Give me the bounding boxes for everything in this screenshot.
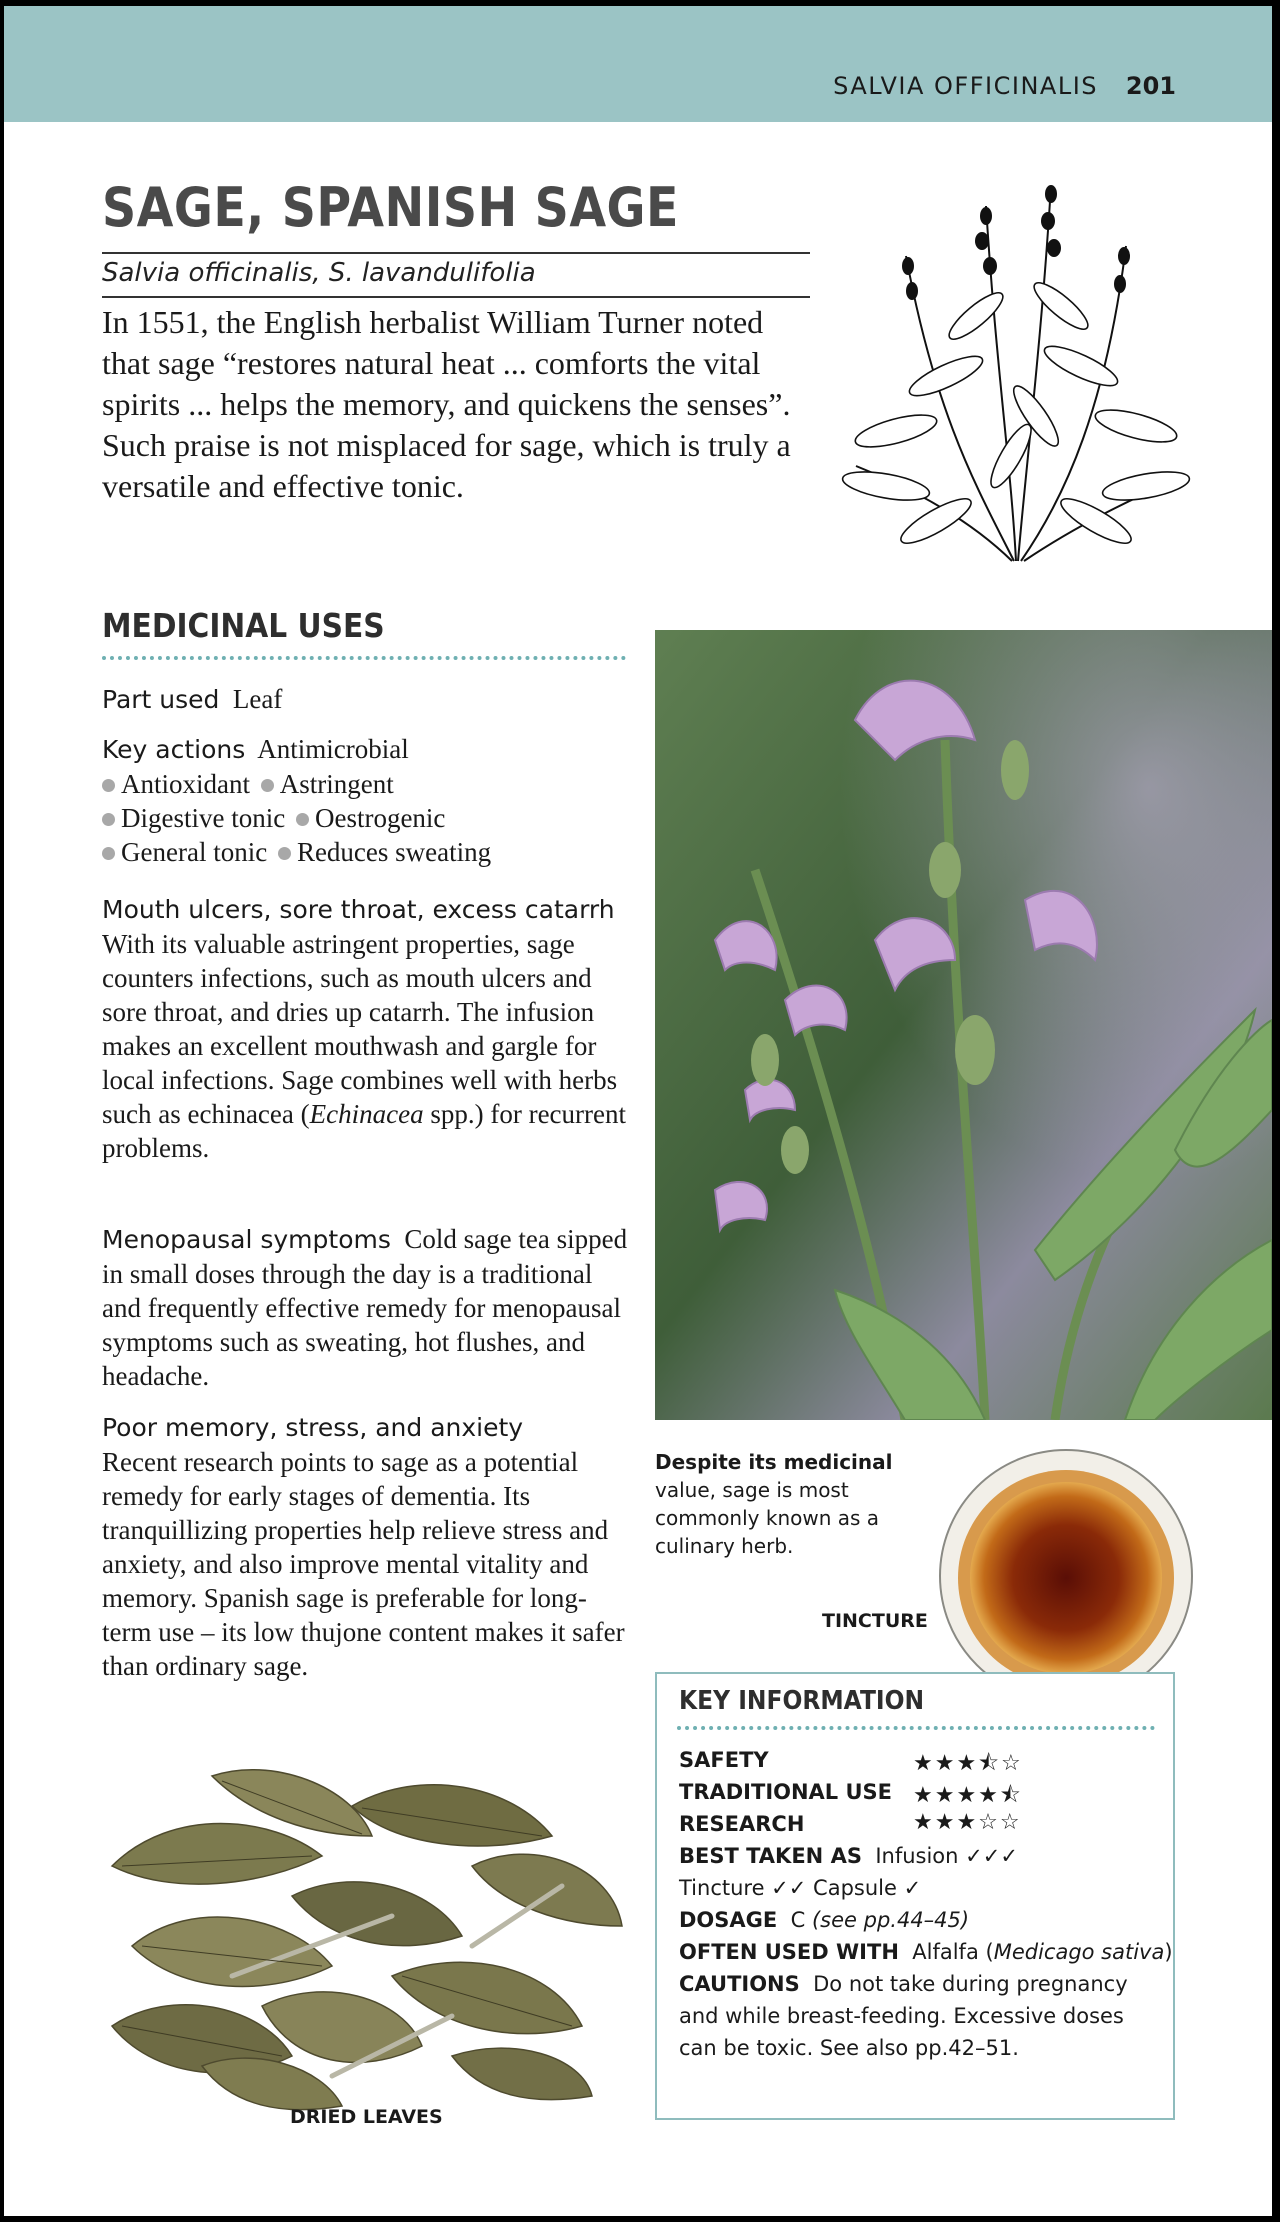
best-taken-infusion: Infusion ✓✓✓ (875, 1844, 1018, 1868)
caption-bold: Despite its medicinal (655, 1450, 893, 1474)
caption-text: value, sage is most commonly known as a culinary herb. (655, 1478, 880, 1558)
best-taken-row (679, 1844, 1018, 1868)
key-action: Oestrogenic (314, 803, 446, 833)
cautions-label: CAUTIONS (679, 1972, 800, 1996)
dried-leaves-label: DRIED LEAVES (290, 2106, 443, 2128)
section-label: Poor memory, stress, and anxiety (102, 1413, 524, 1442)
intro-paragraph: In 1551, the English herbalist William Turner noted that sage “restores natural heat ... comforts the vital spirits ... helps the memory, and quickens the senses”. Such praise is not misplaced for sage, which is truly a versatile and effective tonic. (102, 304, 791, 504)
research-stars: ★★★☆☆ (913, 1810, 1022, 1835)
safety-row (679, 1748, 769, 1772)
key-action: Astringent (279, 769, 394, 799)
often-used-italic: Medicago sativa (993, 1940, 1165, 1964)
latin-rule (102, 296, 810, 298)
memory-section (102, 1410, 632, 1683)
medicinal-uses-heading: MEDICINAL USES (102, 606, 385, 645)
best-taken-label: BEST TAKEN AS (679, 1844, 862, 1868)
bullet (278, 847, 291, 860)
often-used-row (679, 1940, 1173, 1964)
best-taken-other: Tincture ✓✓ Capsule ✓ (679, 1876, 922, 1900)
title-rule (102, 252, 810, 254)
menopausal-section (102, 1222, 632, 1393)
key-action: General tonic (121, 837, 268, 867)
key-information-box (655, 1672, 1175, 2120)
mouth-ulcers-section (102, 892, 632, 1165)
bullet (261, 779, 274, 792)
key-action: Antioxidant (121, 769, 250, 799)
dosage-row (679, 1908, 969, 1932)
bullet (102, 847, 115, 860)
section-label: Mouth ulcers, sore throat, excess catarrh (102, 895, 615, 924)
dosage-ref: (see pp.44–45) (811, 1908, 970, 1932)
part-used-label: Part used (102, 685, 220, 714)
often-used-value: Alfalfa ( (912, 1940, 994, 1964)
cautions-row (679, 1972, 1128, 1996)
bullet (102, 813, 115, 826)
dotted-divider (102, 656, 626, 660)
part-used-value: Leaf (232, 684, 283, 714)
page-header-band (4, 6, 1272, 122)
cautions-text: Do not take during pregnancy (813, 1972, 1128, 1996)
key-action: Digestive tonic (121, 803, 286, 833)
dotted-divider (677, 1726, 1155, 1730)
safety-stars: ★★★⯪☆ (913, 1751, 1023, 1776)
sage-line-drawing (826, 166, 1206, 566)
key-action: Antimicrobial (257, 734, 409, 764)
research-label: RESEARCH (679, 1812, 805, 1836)
cautions-text: and while breast-feeding. Excessive doses (679, 2004, 1124, 2028)
cautions-text: can be toxic. See also pp.42–51. (679, 2036, 1019, 2060)
bullet (296, 813, 309, 826)
key-action: Reduces sweating (296, 837, 492, 867)
sage-flower-photo (655, 630, 1272, 1420)
section-label: Menopausal symptoms (102, 1225, 391, 1254)
running-title: SALVIA OFFICINALIS (833, 72, 1098, 100)
traditional-use-row (679, 1780, 892, 1804)
photo-caption (655, 1448, 895, 1560)
section-text: With its valuable astringent properties, sage counters infections, such as mouth ulcers and sore throat, and dries up catarrh. The infusion makes an excellent mouthwash and gargle for local infections. Sage combines well with herbs such as echinacea ( (102, 929, 618, 1129)
section-italic: Echinacea (309, 1099, 424, 1129)
dosage-label: DOSAGE (679, 1908, 778, 1932)
often-used-label: OFTEN USED WITH (679, 1940, 899, 1964)
part-used (102, 682, 632, 717)
traditional-use-stars: ★★★★⯪ (913, 1783, 1023, 1808)
latin-names: Salvia officinalis, S. lavandulifolia (102, 258, 536, 288)
key-actions (102, 732, 632, 869)
tincture-label: TINCTURE (822, 1610, 928, 1632)
traditional-use-label: TRADITIONAL USE (679, 1780, 893, 1804)
research-row (679, 1812, 804, 1836)
dosage-value: C (790, 1908, 806, 1932)
section-text: Cold sage tea sipped in small doses through the day is a traditional and frequently effective remedy for menopausal symptoms such as sweating, hot flushes, and headache. (102, 1224, 628, 1391)
key-actions-label: Key actions (102, 735, 246, 764)
page-number: 201 (1125, 72, 1176, 100)
bullet (102, 779, 115, 792)
section-text-end: spp.) for recurrent problems. (102, 1099, 627, 1163)
section-text: Recent research points to sage as a potential remedy for early stages of dementia. Its tranquillizing properties help relieve stress and anxiety, and also improve mental vitality and memory. Spanish sage is preferable for long-term use – its low thujone content makes it safer than ordinary sage. (102, 1447, 625, 1681)
safety-label: SAFETY (679, 1748, 769, 1772)
often-used-close: ) (1164, 1940, 1173, 1964)
key-information-title: KEY INFORMATION (679, 1686, 925, 1716)
entry-title: SAGE, SPANISH SAGE (102, 176, 679, 239)
dried-leaves-image (92, 1746, 632, 2116)
tincture-bowl-image (936, 1446, 1196, 1706)
book-page (4, 6, 1272, 2216)
